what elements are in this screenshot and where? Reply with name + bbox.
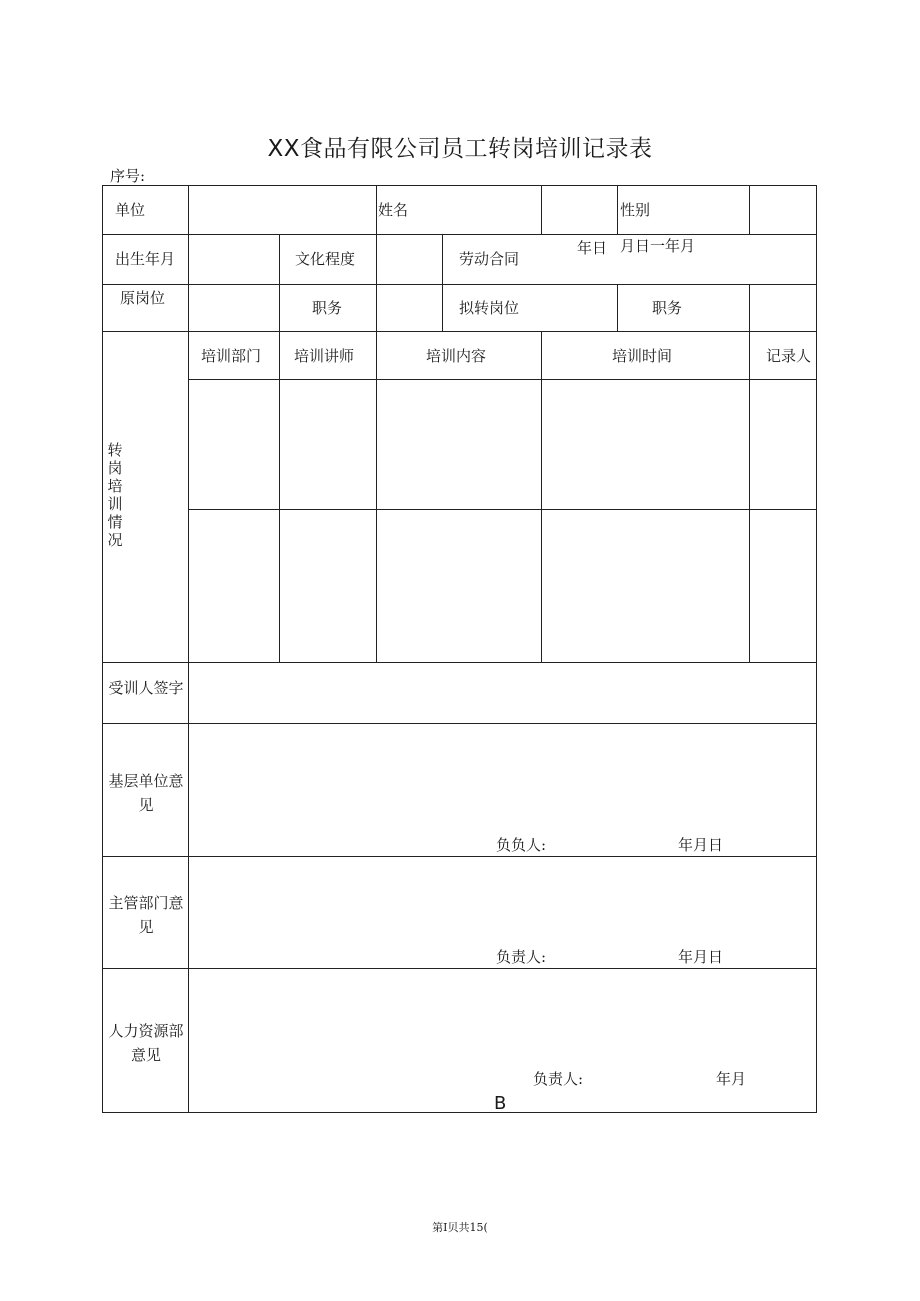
unit-label: 单位 [115, 201, 146, 219]
page-title: XX食品有限公司员工转岗培训记录表 [267, 136, 653, 162]
contract-label: 劳动合同 [459, 250, 520, 268]
duty-label-1: 职务 [312, 299, 343, 317]
row-divider [188, 379, 817, 380]
grassroots-date-label: 年月日 [678, 836, 724, 854]
row-divider [102, 284, 817, 285]
table-border-bottom [102, 1112, 817, 1113]
birth-label: 出生年月 [115, 250, 176, 268]
training-side-label: 转 岗 培 训 情 况 [107, 441, 123, 549]
contract-date-part2: 月日一年月 [620, 237, 696, 255]
trainee-signature-label: 受训人签字 [108, 679, 184, 697]
col-divider [376, 331, 377, 663]
row-divider [102, 662, 817, 663]
hr-person-label: 负责人: [533, 1070, 584, 1088]
supervisor-person-label: 负责人: [496, 948, 547, 966]
table-border-right [816, 185, 817, 1113]
education-label: 文化程度 [295, 250, 356, 268]
table-border-left [102, 185, 103, 1113]
col-divider [749, 284, 750, 332]
col-divider [279, 234, 280, 332]
col-divider [749, 185, 750, 235]
col-divider [749, 331, 750, 663]
header-instructor: 培训讲师 [294, 347, 355, 365]
header-content: 培训内容 [426, 347, 487, 365]
header-time: 培训时间 [612, 347, 673, 365]
supervisor-date-label: 年月日 [678, 948, 724, 966]
duty-label-2: 职务 [652, 299, 683, 317]
planned-post-label: 拟转岗位 [459, 299, 520, 317]
row-divider [102, 856, 817, 857]
stray-mark: B [494, 1093, 507, 1114]
gender-label: 性别 [620, 201, 651, 219]
col-divider [541, 331, 542, 663]
grassroots-person-label: 负负人: [496, 836, 547, 854]
supervisor-opinion-label: 主管部门意见 [108, 894, 184, 936]
header-department: 培训部门 [201, 347, 262, 365]
col-divider [617, 284, 618, 332]
name-label: 姓名 [378, 201, 409, 219]
col-divider [188, 185, 189, 1113]
col-divider [617, 185, 618, 235]
original-post-label: 原岗位 [120, 289, 166, 307]
hr-date-label: 年月 [716, 1070, 747, 1088]
contract-date-part1: 年日 [577, 239, 608, 257]
row-divider [102, 234, 817, 235]
header-recorder: 记录人 [766, 347, 812, 365]
table-border-top [102, 185, 817, 186]
col-divider [541, 185, 542, 235]
col-divider [442, 234, 443, 332]
serial-label: 序号: [110, 167, 146, 185]
row-divider [188, 509, 817, 510]
col-divider [376, 234, 377, 332]
hr-opinion-label: 人力资源部意见 [108, 1022, 184, 1064]
row-divider [102, 968, 817, 969]
row-divider [102, 723, 817, 724]
row-divider [102, 331, 817, 332]
grassroots-opinion-label: 基层单位意见 [108, 772, 184, 814]
col-divider [376, 185, 377, 235]
col-divider [279, 331, 280, 663]
page-footer: 第I贝共15( [432, 1221, 488, 1234]
